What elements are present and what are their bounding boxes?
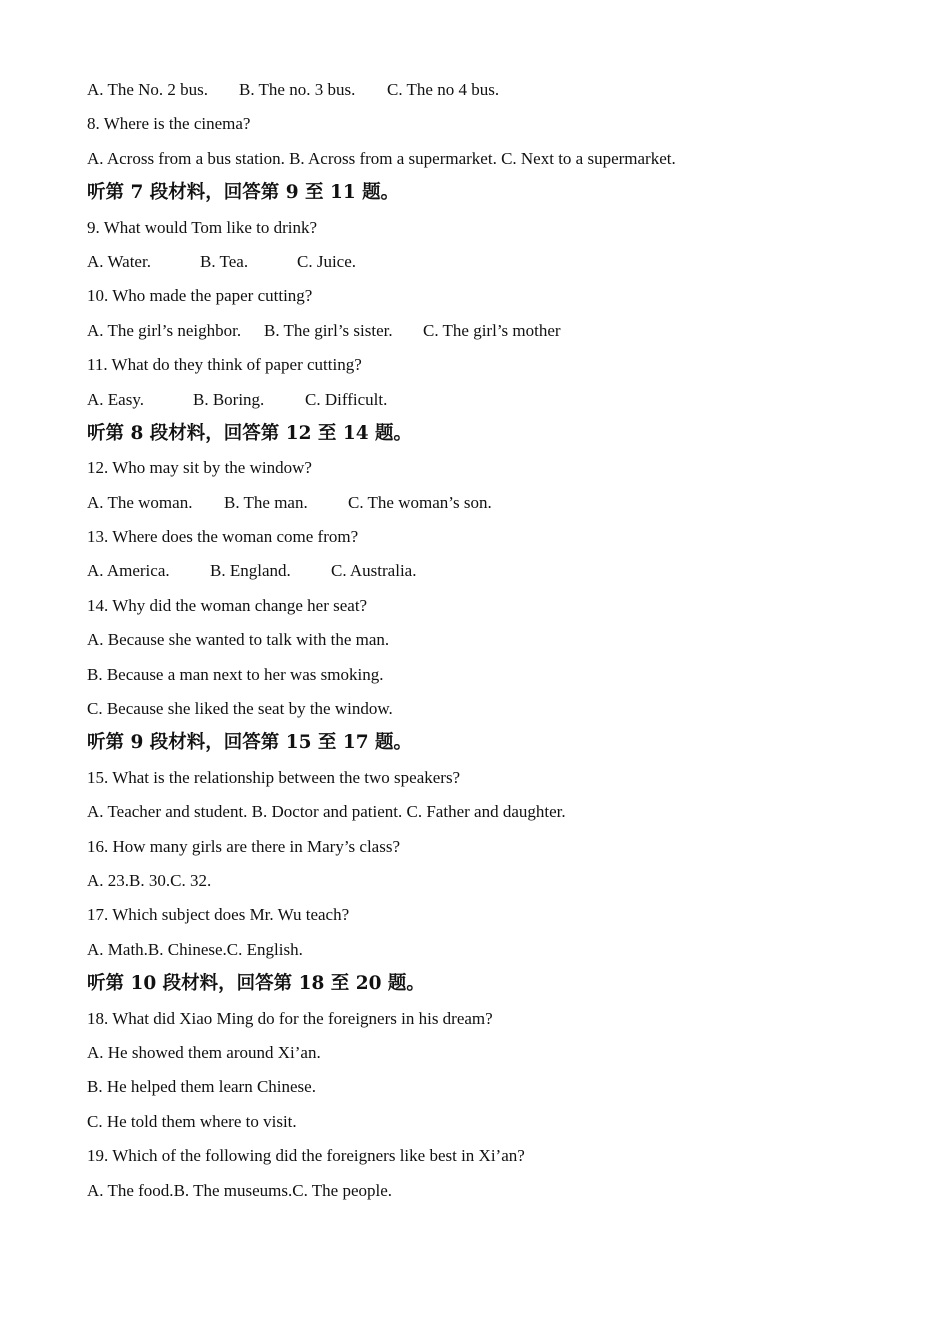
- answer-option: C. 32.: [170, 870, 212, 890]
- answer-option: A. Water.: [87, 251, 151, 271]
- answer-option: A. The girl’s neighbor.: [87, 320, 242, 340]
- section-heading: 听第 8 段材料，回答第 12 至 14 题。: [87, 422, 413, 444]
- answer-option: A. Easy.: [87, 389, 144, 409]
- answer-option: C. English.: [226, 939, 303, 959]
- question-text: 17. Which subject does Mr. Wu teach?: [87, 905, 350, 925]
- question-text: 18. What did Xiao Ming do for the foreigners in his dream?: [87, 1008, 493, 1028]
- question-text: 13. Where does the woman come from?: [87, 527, 359, 547]
- section-heading: 听第 9 段材料，回答第 15 至 17 题。: [87, 732, 413, 754]
- answer-option: B. The no. 3 bus.: [239, 80, 356, 99]
- answer-option: A. The woman.: [87, 492, 193, 512]
- answer-option: C. The people.: [292, 1180, 393, 1200]
- answer-option: A. 23.: [87, 870, 130, 890]
- question-text: 11. What do they think of paper cutting?: [87, 355, 362, 375]
- question-text: 8. Where is the cinema?: [87, 114, 251, 134]
- answer-option: C. Juice.: [297, 251, 357, 271]
- section-heading: 听第 7 段材料，回答第 9 至 11 题。: [87, 182, 400, 204]
- answer-option: B. 30.: [129, 870, 171, 890]
- document-page: [87, 73, 907, 1208]
- answer-line: A. He showed them around Xi’an.: [87, 1042, 321, 1062]
- answer-line: B. He helped them learn Chinese.: [87, 1077, 316, 1097]
- answer-option: B. Boring.: [193, 389, 265, 409]
- answer-options-row: [87, 73, 907, 107]
- answer-options-row: [87, 383, 907, 417]
- answer-options-row: [87, 486, 907, 520]
- answer-option: B. England.: [210, 561, 291, 581]
- section-heading: 听第 10 段材料，回答第 18 至 20 题。: [87, 973, 425, 995]
- answer-option: A. The food.: [87, 1180, 174, 1200]
- answer-option: B. The girl’s sister.: [264, 320, 393, 340]
- answer-option: B. Tea.: [200, 251, 249, 271]
- answer-line: C. He told them where to visit.: [87, 1111, 297, 1131]
- answer-option: A. Math.: [87, 939, 148, 959]
- answer-option: A. The No. 2 bus.: [87, 80, 209, 99]
- answer-options-row: [87, 554, 907, 588]
- answer-line: A. Across from a bus station. B. Across from a supermarket. C. Next to a supermarket.: [87, 148, 676, 168]
- answer-option: B. The museums.: [173, 1180, 293, 1200]
- answer-option: C. The no 4 bus.: [387, 80, 500, 99]
- question-text: 19. Which of the following did the foreigners like best in Xi’an?: [87, 1146, 525, 1166]
- answer-options-row: [87, 864, 907, 898]
- answer-options-row: [87, 933, 907, 967]
- answer-option: C. Australia.: [331, 561, 417, 581]
- answer-option: C. The woman’s son.: [348, 492, 492, 512]
- answer-option: C. The girl’s mother: [423, 320, 561, 340]
- question-text: 16. How many girls are there in Mary’s class?: [87, 836, 400, 856]
- answer-option: C. Difficult.: [305, 389, 388, 409]
- question-text: 9. What would Tom like to drink?: [87, 217, 318, 237]
- answer-option: A. America.: [87, 561, 170, 581]
- answer-line: B. Because a man next to her was smoking.: [87, 664, 384, 684]
- question-text: 10. Who made the paper cutting?: [87, 286, 313, 306]
- answer-option: B. The man.: [224, 492, 308, 512]
- answer-options-row: [87, 1174, 907, 1208]
- question-text: 15. What is the relationship between the two speakers?: [87, 767, 461, 787]
- answer-option: B. Chinese.: [147, 939, 227, 959]
- question-text: 12. Who may sit by the window?: [87, 458, 312, 478]
- answer-options-row: [87, 245, 907, 279]
- answer-options-row: [87, 314, 907, 348]
- answer-line: A. Teacher and student. B. Doctor and patient. C. Father and daughter.: [87, 802, 566, 822]
- question-text: 14. Why did the woman change her seat?: [87, 595, 368, 615]
- answer-line: C. Because she liked the seat by the window.: [87, 699, 393, 719]
- answer-line: A. Because she wanted to talk with the man.: [87, 630, 390, 650]
